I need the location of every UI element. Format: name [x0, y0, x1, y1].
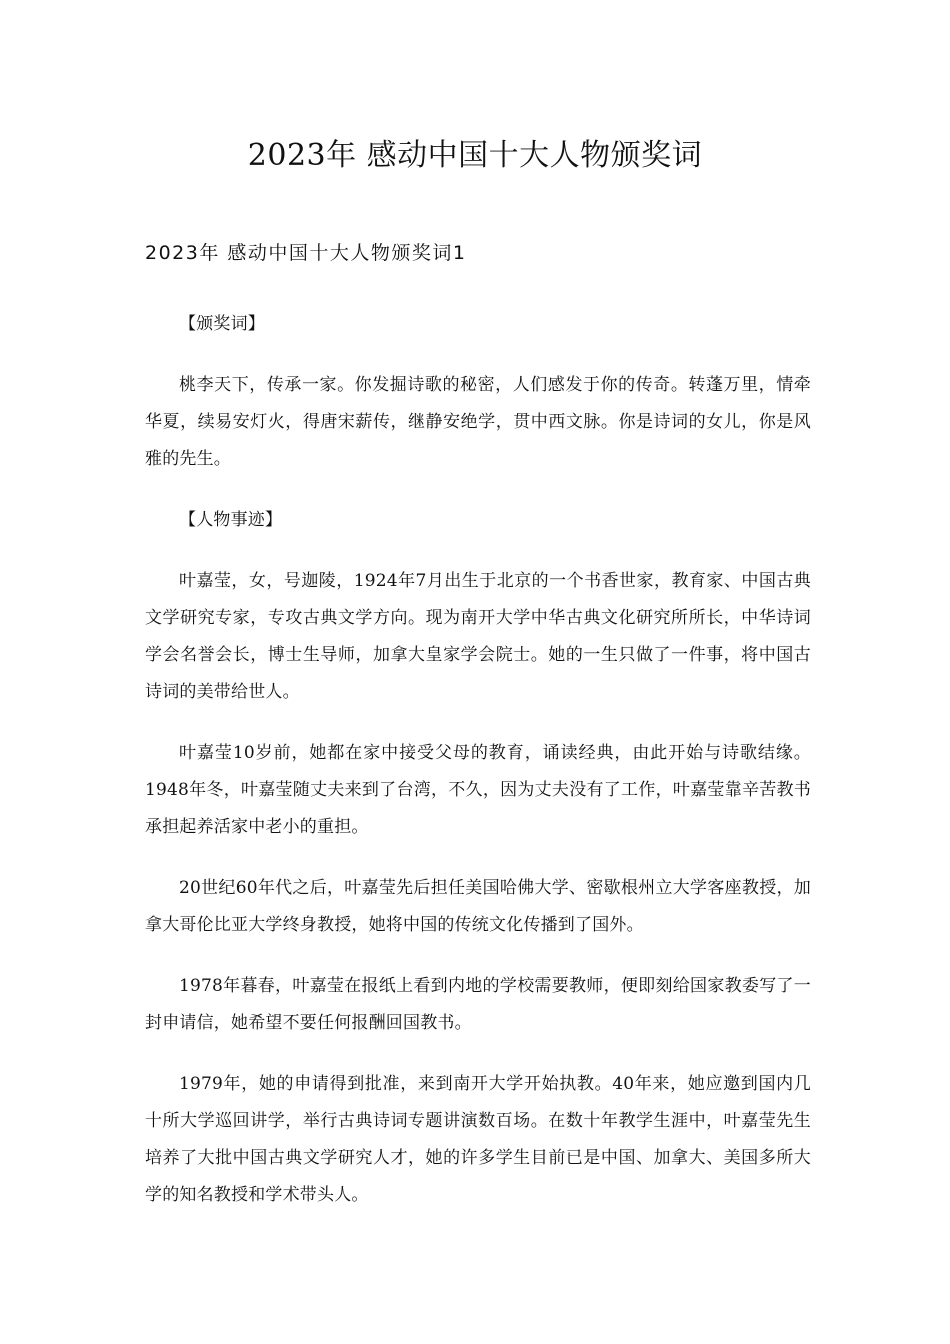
deeds-paragraph: 1979年，她的申请得到批准，来到南开大学开始执教。40年来，她应邀到国内几十所大学巡回讲学，举行古典诗词专题讲演数百场。在数十年教学生涯中，叶嘉莹先生培养了大批中国古典文学研究人才，她的许多学生目前已是中国、加拿大、美国多所大学的知名教授和学术带头人。 — [145, 1074, 811, 1205]
deeds-paragraph: 20世纪60年代之后，叶嘉莹先后担任美国哈佛大学、密歇根州立大学客座教授，加拿大哥伦比亚大学终身教授，她将中国的传统文化传播到了国外。 — [145, 878, 811, 935]
document-body — [145, 306, 811, 1238]
deeds-paragraph: 叶嘉莹，女，号迦陵，1924年7月出生于北京的一个书香世家，教育家、中国古典文学研究专家，专攻古典文学方向。现为南开大学中华古典文化研究所所长，中华诗词学会名誉会长，博士生导师，加拿大皇家学会院士。她的一生只做了一件事，将中国古诗词的美带给世人。 — [145, 571, 811, 702]
deeds-paragraph: 叶嘉莹10岁前，她都在家中接受父母的教育，诵读经典，由此开始与诗歌结缘。1948年冬，叶嘉莹随丈夫来到了台湾，不久，因为丈夫没有了工作，叶嘉莹靠辛苦教书承担起养活家中老小的重担。 — [145, 743, 811, 837]
document-title: 2023年 感动中国十大人物颁奖词 — [247, 138, 703, 173]
award-speech-label: 【颁奖词】 — [179, 314, 265, 334]
section-heading: 2023年 感动中国十大人物颁奖词1 — [145, 242, 467, 264]
deeds-label: 【人物事迹】 — [179, 510, 283, 530]
deeds-paragraph: 1978年暮春，叶嘉莹在报纸上看到内地的学校需要教师，便即刻给国家教委写了一封申请信，她希望不要任何报酬回国教书。 — [145, 976, 811, 1033]
award-speech-paragraph: 桃李天下，传承一家。你发掘诗歌的秘密，人们感发于你的传奇。转蓬万里，情牵华夏，续易安灯火，得唐宋薪传，继静安绝学，贯中西文脉。你是诗词的女儿，你是风雅的先生。 — [145, 375, 811, 469]
